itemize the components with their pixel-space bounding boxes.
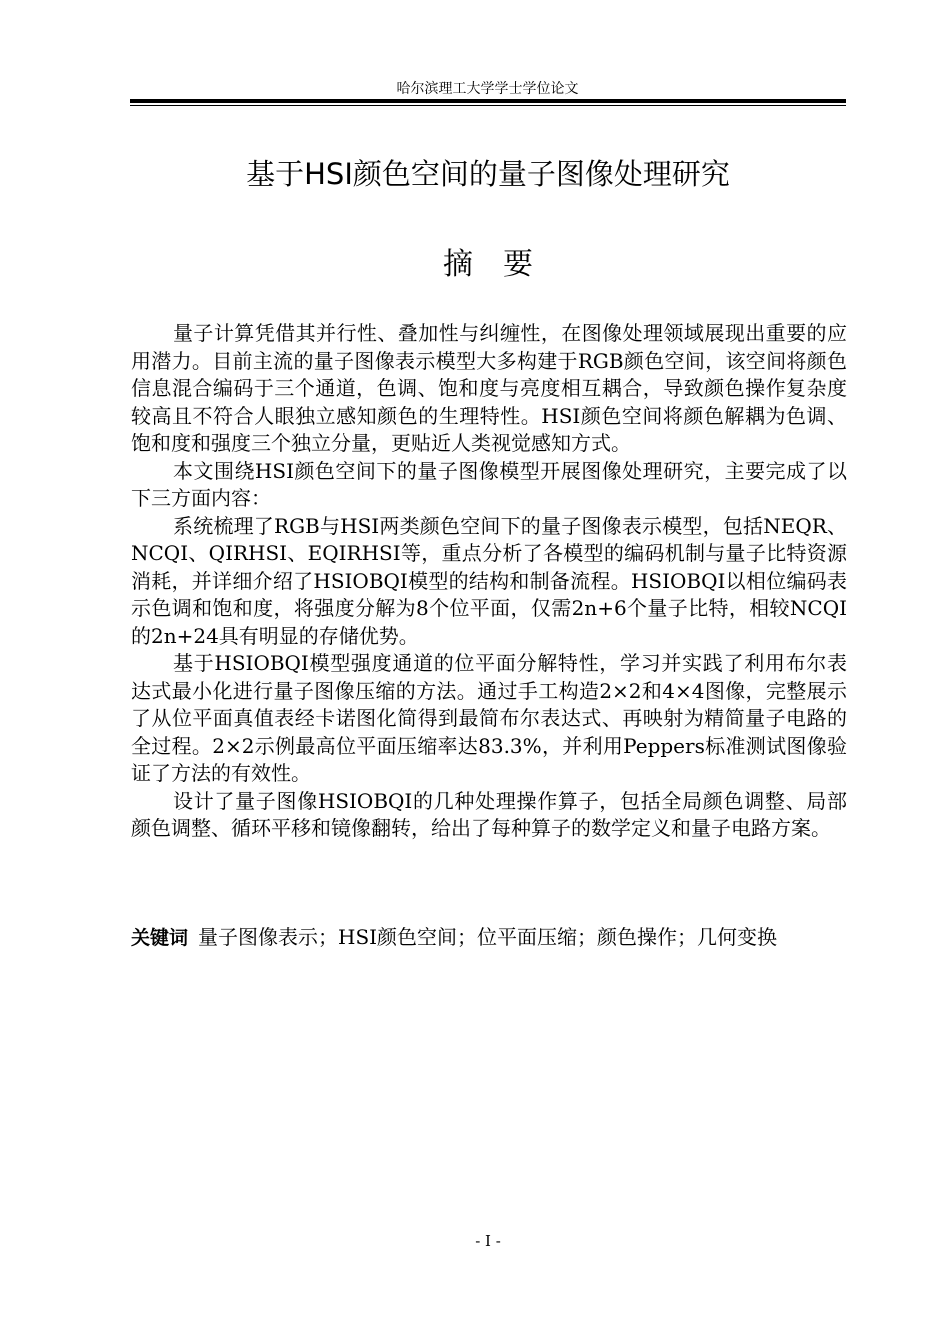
- paper-title: 基于HSI颜色空间的量子图像处理研究: [246, 157, 730, 191]
- abstract-paragraph: 系统梳理了RGB与HSI两类颜色空间下的量子图像表示模型，包括NEQR、NCQI、QIRHSI、EQIRHSI等，重点分析了各模型的编码机制与量子比特资源消耗，并详细介绍了HSIOBQI模型的结构和制备流程。HSIOBQI以相位编码表示色调和饱和度，将强度分解为8个位平面，仅需2n+6个量子比特，相较NCQI的2n+24具有明显的存储优势。: [131, 513, 847, 648]
- keywords-text: 量子图像表示；HSI颜色空间；位平面压缩；颜色操作；几何变换: [198, 925, 778, 949]
- keywords: [131, 923, 847, 952]
- abstract-paragraph: 量子计算凭借其并行性、叠加性与纠缠性，在图像处理领域展现出重要的应用潜力。目前主流的量子图像表示模型大多构建于RGB颜色空间，该空间将颜色信息混合编码于三个通道，色调、饱和度与亮度相互耦合，导致颜色操作复杂度较高且不符合人眼独立感知颜色的生理特性。HSI颜色空间将颜色解耦为色调、饱和度和强度三个独立分量，更贴近人类视觉感知方式。: [131, 321, 847, 455]
- abstract-body: [131, 320, 847, 843]
- header-rule: [130, 99, 846, 103]
- running-header: 哈尔滨理工大学学士学位论文: [396, 81, 579, 97]
- abstract-paragraph: 本文围绕HSI颜色空间下的量子图像模型开展图像处理研究，主要完成了以下三方面内容：: [131, 458, 847, 510]
- keywords-label: 关键词: [131, 927, 189, 949]
- header-rule-thin: [130, 105, 846, 106]
- abstract-paragraph: 设计了量子图像HSIOBQI的几种处理操作算子，包括全局颜色调整、局部颜色调整、循环平移和镜像翻转，给出了每种算子的数学定义和量子电路方案。: [131, 788, 847, 840]
- abstract-paragraph: 基于HSIOBQI模型强度通道的位平面分解特性，学习并实践了利用布尔表达式最小化进行量子图像压缩的方法。通过手工构造2×2和4×4图像，完整展示了从位平面真值表经卡诺图化简得到最简布尔表达式、再映射为精简量子电路的全过程。2×2示例最高位平面压缩率达83.3%，并利用Peppers标准测试图像验证了方法的有效性。: [131, 651, 847, 785]
- abstract-heading: 摘要: [443, 247, 563, 282]
- page-number: - I -: [475, 1232, 501, 1250]
